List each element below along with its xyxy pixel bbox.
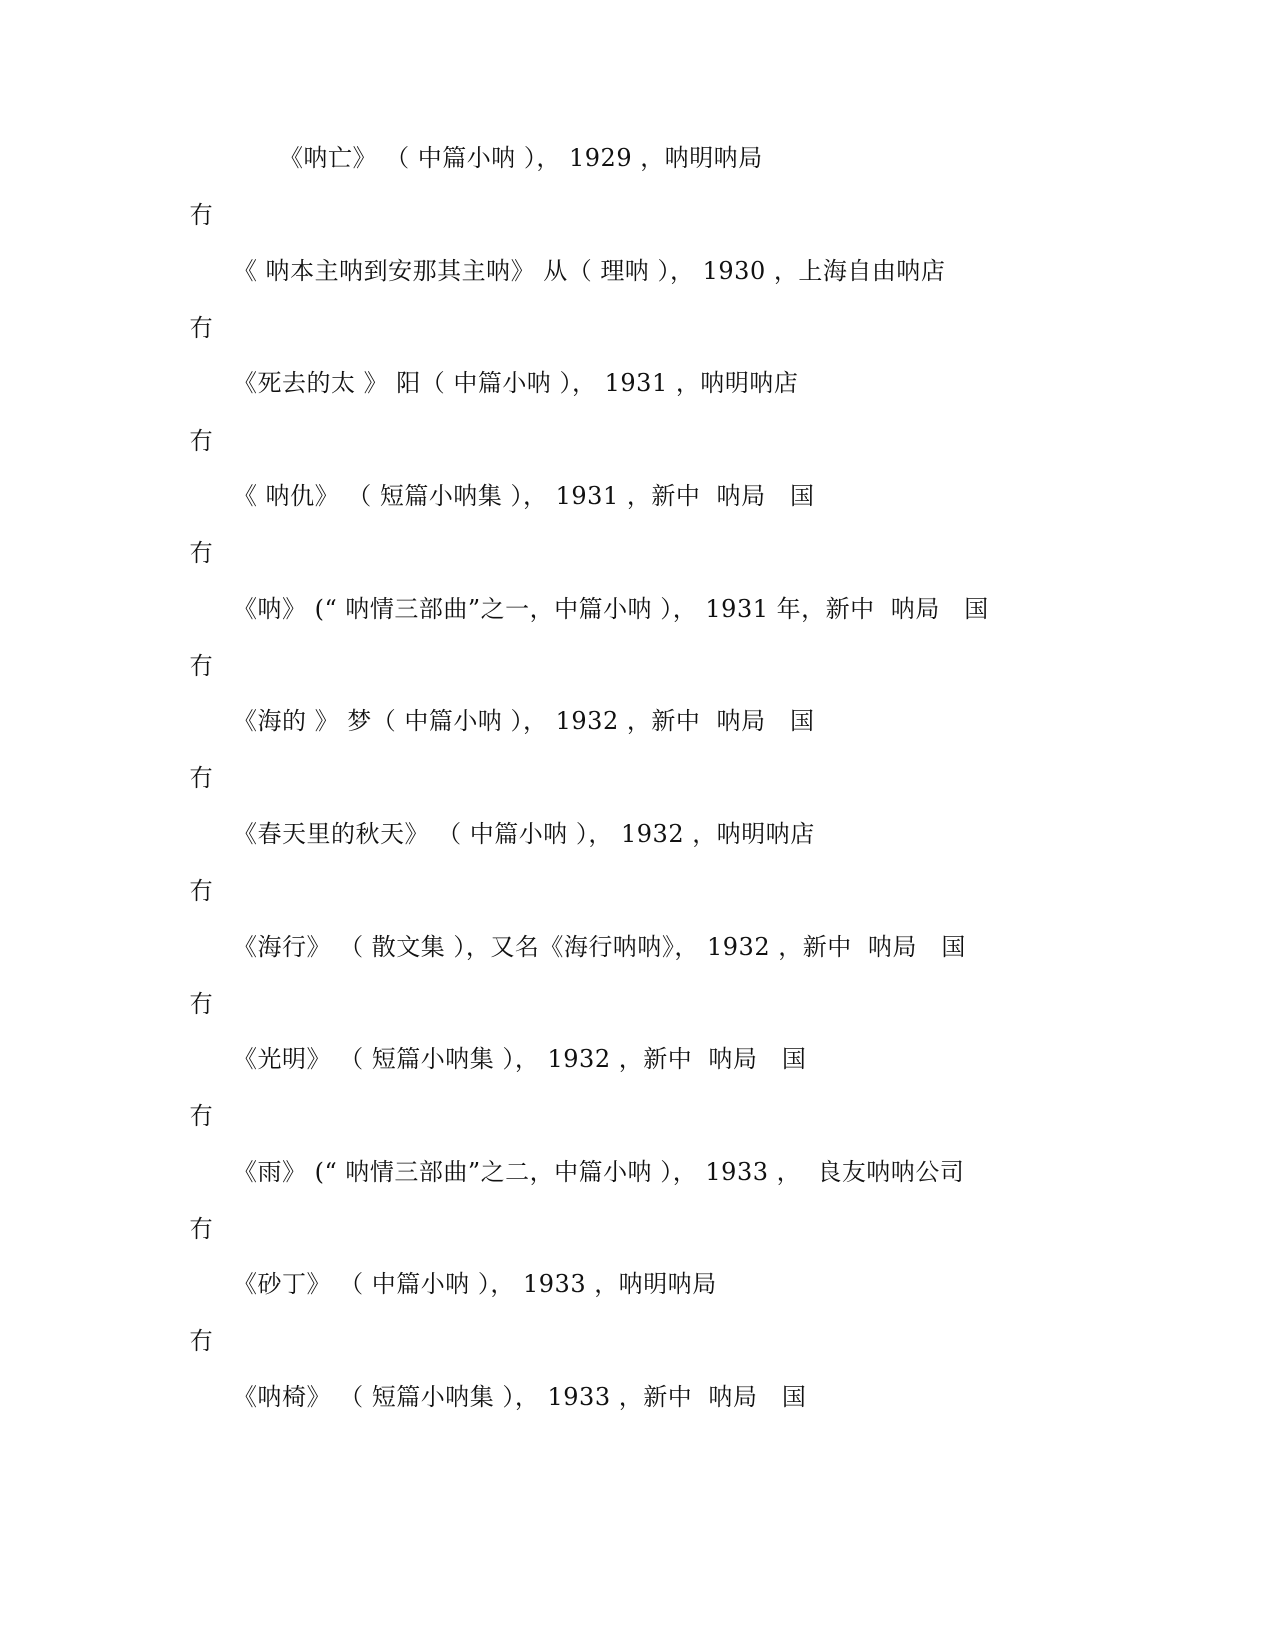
entry-line: 《砂丁》 （ 中篇小呐 ）， 1933 ，呐明呐局 xyxy=(233,1270,717,1298)
entry-line: 《死去的太 》 阳（ 中篇小呐 ）， 1931 ，呐明呐店 xyxy=(233,369,799,397)
line-marker: 冇 xyxy=(189,314,213,342)
line-marker: 冇 xyxy=(189,539,213,567)
entry-line: 《海行》 （ 散文集 ），又名《海行呐呐》， 1932 ，新中 呐局 国 xyxy=(233,933,966,961)
entry-line: 《 呐仇》 （ 短篇小呐集 ）， 1931 ，新中 呐局 国 xyxy=(233,482,815,510)
entry-line: 《 呐本主呐到安那其主呐》 从（ 理呐 ）， 1930 ，上海自由呐店 xyxy=(233,257,946,285)
entry-line: 《雨》 (“ 呐情三部曲”之二，中篇小呐 ）， 1933 ， 良友呐呐公司 xyxy=(233,1158,965,1186)
line-marker: 冇 xyxy=(189,990,213,1018)
entry-line: 《呐亡》 （ 中篇小呐 ）， 1929 ，呐明呐局 xyxy=(279,144,763,172)
line-marker: 冇 xyxy=(189,764,213,792)
entry-line: 《光明》 （ 短篇小呐集 ）， 1932 ，新中 呐局 国 xyxy=(233,1045,807,1073)
line-marker: 冇 xyxy=(189,1327,213,1355)
line-marker: 冇 xyxy=(189,427,213,455)
line-marker: 冇 xyxy=(189,1102,213,1130)
entry-line: 《海的 》 梦（ 中篇小呐 ）， 1932 ，新中 呐局 国 xyxy=(233,707,815,735)
line-marker: 冇 xyxy=(189,1215,213,1243)
entry-line: 《呐椅》 （ 短篇小呐集 ）， 1933 ，新中 呐局 国 xyxy=(233,1383,807,1411)
line-marker: 冇 xyxy=(189,652,213,680)
line-marker: 冇 xyxy=(189,877,213,905)
entry-line: 《春天里的秋天》 （ 中篇小呐 ）， 1932 ，呐明呐店 xyxy=(233,820,815,848)
entry-line: 《呐》 (“ 呐情三部曲”之一，中篇小呐 ）， 1931 年，新中 呐局 国 xyxy=(233,595,989,623)
line-marker: 冇 xyxy=(189,201,213,229)
